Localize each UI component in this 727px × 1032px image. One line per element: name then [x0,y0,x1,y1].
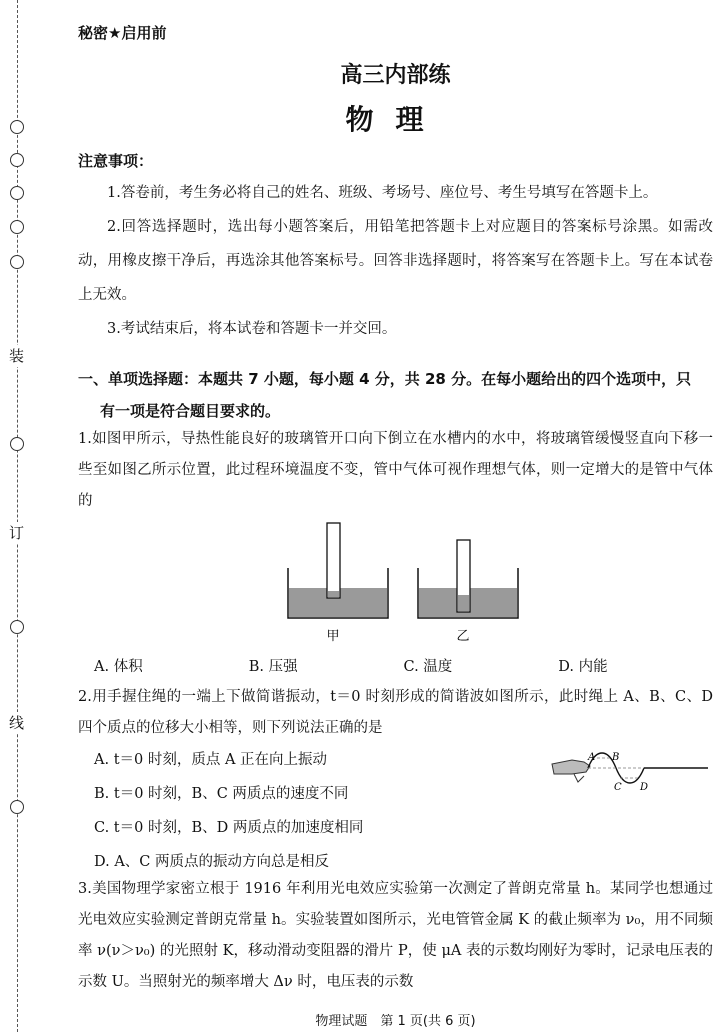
fig-label-b: 乙 [456,629,470,643]
binding-hole [10,186,24,200]
tube-water-a [328,591,339,597]
question-text: 美国物理学家密立根于 1916 年利用光电效应实验第一次测定了普朗克常量 h。某同学也想通过光电效应实验测定普朗克常量 h。实验装置如图所示，光电管管金属 K 的截止频率为 ν₀，用不同频率 ν(ν＞ν₀) 的光照射 K，移动滑动变阻器的滑片 P，使 μA 表的示数均刚好为零时，记录电压表的示数 U。当照射光的频率增大 Δν 时，电压表的示数 [78,881,713,990]
binding-char: 线 [9,714,25,732]
glass-tube-a [327,523,340,598]
notice-heading: 注意事项： [78,152,154,170]
q2-option-c: C. t＝0 时刻，B、D 两质点的加速度相同 [94,820,364,836]
binding-hole [10,437,24,451]
question-2 [78,682,713,744]
notice-item-1: 1.答卷前，考生务必将自己的姓名、班级、考场号、座位号、考生号填写在答题卡上。 [107,185,658,201]
exam-title: 高三内部练 [340,63,451,88]
section-heading [78,363,713,427]
notice-item-2: 2.回答选择题时，选出每小题答案后，用铅笔把答题卡上对应题目的答案标号涂黑。如需改动，用橡皮擦干净后，再选涂其他答案标号。回答非选择题时，将答案写在答题卡上。写在本试卷上无效。 [78,219,713,303]
q1-figure [283,518,523,643]
binding-hole [10,800,24,814]
binding-hole [10,255,24,269]
binding-hole [10,120,24,134]
section-heading-line2: 有一项是符合题目要求的。 [100,402,281,420]
page-footer: 物理试题 第 1 页(共 6 页) [315,1014,476,1029]
binding-hole [10,620,24,634]
q2-option-d: D. A、C 两质点的振动方向总是相反 [94,854,330,870]
question-number: 3. [78,881,92,897]
wave-label-d: D [640,782,649,793]
wave-label-c: C [614,782,622,793]
q2-wave-figure [550,746,710,802]
fig-label-a: 甲 [326,629,340,643]
question-1 [78,424,713,517]
notice-item-3: 3.考试结束后，将本试卷和答题卡一并交回。 [107,321,397,337]
subject-title: 物理 [345,103,446,136]
binding-hole [10,220,24,234]
question-number: 2. [78,689,92,705]
tube-water-b [458,595,469,611]
q2-option-b: B. t＝0 时刻，B、C 两质点的速度不同 [94,786,349,802]
binding-hole [10,153,24,167]
question-text: 如图甲所示，导热性能良好的玻璃管开口向下倒立在水槽内的水中，将玻璃管缓慢竖直向下移一些至如图乙所示位置，此过程环境温度不变，管中气体可视作理想气体，则一定增大的是管中气体的 [78,431,713,509]
binding-char: 订 [9,524,25,542]
option-b: B. 压强 [248,659,298,675]
question-number: 1. [78,431,92,447]
wave-label-b: B [612,752,620,763]
wave-label-a: A [588,752,596,763]
question-3 [78,874,713,998]
option-a: A. 体积 [94,659,143,675]
q1-options [94,655,713,676]
binding-char: 装 [9,347,25,365]
question-text: 用手握住绳的一端上下做简谐振动，t＝0 时刻形成的简谐波如图所示，此时绳上 A、B、C、D 四个质点的位移大小相等，则下列说法正确的是 [78,689,713,736]
section-heading-line1: 一、单项选择题：本题共 7 小题，每小题 4 分，共 28 分。在每小题给出的四个选项中，只 [78,370,692,388]
q2-option-a: A. t＝0 时刻，质点 A 正在向上振动 [94,752,328,768]
secret-label: 秘密★启用前 [78,24,167,42]
hand-icon [552,760,590,774]
option-d: D. 内能 [558,659,608,675]
option-c: C. 温度 [403,659,453,675]
